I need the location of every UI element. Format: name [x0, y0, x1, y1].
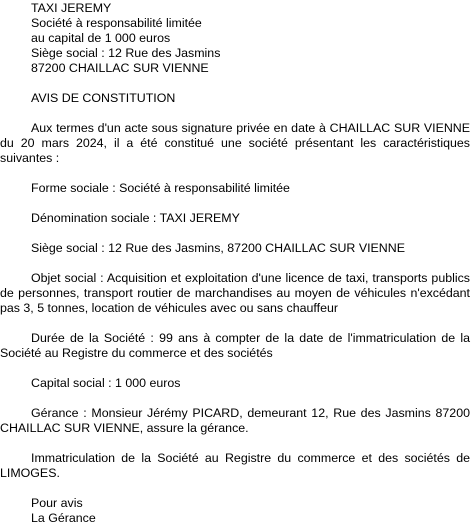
company-header	[0, 1, 470, 76]
company-city: 87200 CHAILLAC SUR VIENNE	[31, 61, 209, 75]
notice-title: AVIS DE CONSTITUTION	[31, 91, 176, 105]
closing-block	[0, 496, 470, 526]
paragraph-capital: Capital social : 1 000 euros	[31, 376, 181, 390]
paragraph-denomination: Dénomination sociale : TAXI JEREMY	[31, 211, 240, 225]
company-form: Société à responsabilité limitée	[31, 16, 202, 30]
paragraph-immatriculation: Immatriculation de la Société au Registre du commerce et des sociétés de LIMOGES.	[0, 451, 470, 480]
paragraph-siege: Siège social : 12 Rue des Jasmins, 87200 CHAILLAC SUR VIENNE	[31, 241, 405, 255]
company-address: Siège social : 12 Rue des Jasmins	[31, 46, 221, 60]
paragraph-forme: Forme sociale : Société à responsabilité limitée	[31, 181, 290, 195]
paragraph-duree: Durée de la Société : 99 ans à compter de la date de l'immatriculation de la Société au Registre du commerce et des sociétés	[0, 331, 470, 360]
paragraph-intro: Aux termes d'un acte sous signature privée en date à CHAILLAC SUR VIENNE du 20 mars 2024, il a été constitué une société présentant les caractéristiques suivantes :	[0, 121, 470, 165]
company-capital: au capital de 1 000 euros	[31, 31, 171, 45]
paragraph-gerance: Gérance : Monsieur Jérémy PICARD, demeurant 12, Rue des Jasmins 87200 CHAILLAC SUR VIENNE, assure la gérance.	[0, 406, 470, 435]
paragraph-objet: Objet social : Acquisition et exploitation d'une licence de taxi, transports publics de personnes, transport routier de marchandises au moyen de véhicules n'excédant pas 3, 5 tonnes, location de véhicules avec ou sans chauffeur	[0, 271, 470, 315]
closing-signature: La Gérance	[31, 511, 96, 525]
company-name: TAXI JEREMY	[31, 1, 112, 15]
closing-pour-avis: Pour avis	[31, 496, 83, 510]
